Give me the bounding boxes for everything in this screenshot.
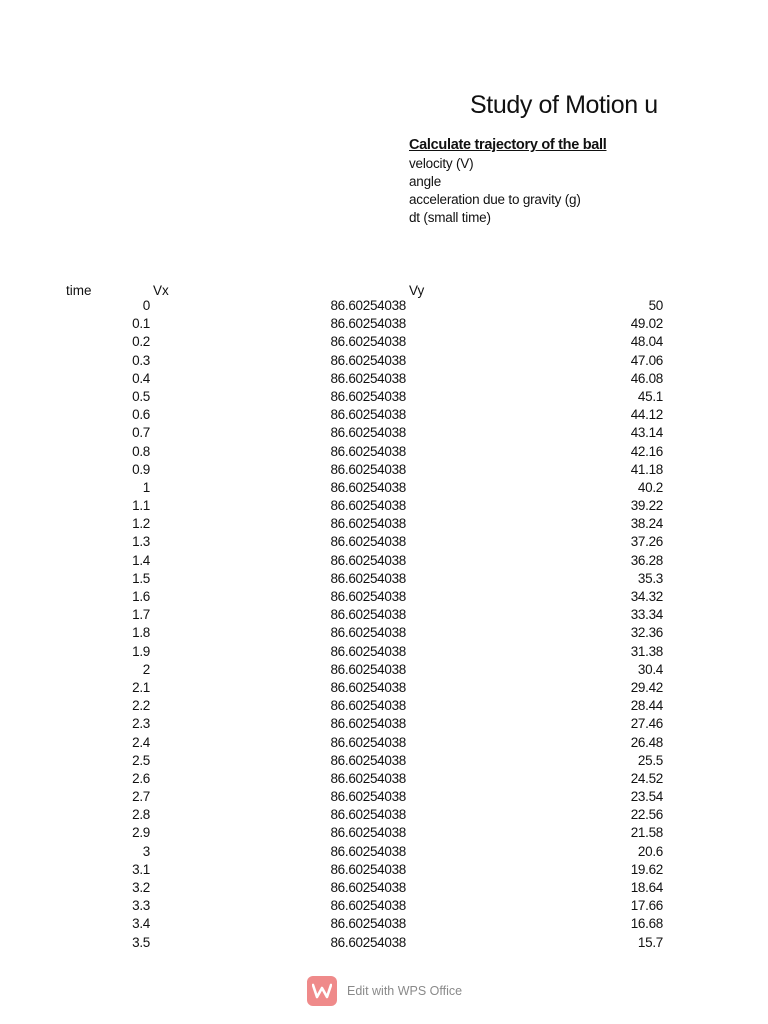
- cell-time: 2.4: [132, 734, 150, 750]
- cell-vy: 50: [648, 298, 663, 313]
- table-row: [0, 479, 768, 497]
- cell-vx: 86.60254038: [330, 298, 406, 313]
- table-row: [0, 552, 768, 570]
- cell-vy: 19.62: [630, 861, 663, 877]
- cell-time: 1.7: [132, 607, 150, 623]
- cell-vy: 23.54: [630, 789, 663, 805]
- info-line-gravity: acceleration due to gravity (g): [409, 191, 581, 207]
- cell-vy: 27.46: [630, 716, 663, 732]
- table-row: [0, 424, 768, 442]
- cell-vx: 86.60254038: [330, 898, 406, 914]
- cell-time: 0.8: [132, 443, 150, 459]
- edit-with-wps-button[interactable]: [307, 976, 462, 1006]
- cell-vx: 86.60254038: [330, 316, 406, 332]
- cell-vx: 86.60254038: [330, 370, 406, 386]
- table-row: [0, 570, 768, 588]
- cell-time: 0.1: [132, 316, 150, 332]
- cell-time: 0: [142, 298, 150, 313]
- cell-vx: 86.60254038: [330, 552, 406, 568]
- cell-vy: 16.68: [630, 916, 663, 932]
- cell-time: 0.4: [132, 370, 150, 386]
- table-row: [0, 515, 768, 533]
- cell-vx: 86.60254038: [330, 388, 406, 404]
- cell-vy: 39.22: [630, 498, 663, 514]
- cell-vx: 86.60254038: [330, 770, 406, 786]
- cell-vx: 86.60254038: [330, 425, 406, 441]
- cell-vy: 44.12: [630, 407, 663, 423]
- cell-vy: 20.6: [637, 843, 663, 859]
- info-line-angle: angle: [409, 173, 442, 189]
- cell-time: 2.3: [132, 716, 150, 732]
- cell-vx: 86.60254038: [330, 407, 406, 423]
- cell-vy: 34.32: [630, 589, 663, 604]
- wps-logo-icon: [307, 976, 337, 1006]
- cell-vy: 37.26: [630, 534, 663, 550]
- cell-vx: 86.60254038: [330, 880, 406, 895]
- cell-vy: 29.42: [630, 679, 663, 695]
- cell-time: 3.5: [132, 934, 150, 950]
- cell-time: 1.9: [132, 643, 150, 659]
- cell-vx: 86.60254038: [330, 607, 406, 623]
- cell-vy: 31.38: [630, 643, 663, 659]
- cell-vx: 86.60254038: [330, 843, 406, 859]
- table-row: [0, 806, 768, 824]
- cell-vy: 45.1: [637, 388, 663, 404]
- table-row: [0, 588, 768, 606]
- edit-with-wps-label: Edit with WPS Office: [347, 984, 463, 998]
- table-row: [0, 388, 768, 406]
- cell-vx: 86.60254038: [330, 461, 406, 477]
- cell-time: 0.6: [132, 407, 150, 423]
- cell-vy: 36.28: [630, 552, 663, 568]
- cell-time: 3: [142, 843, 150, 859]
- cell-vx: 86.60254038: [330, 934, 406, 950]
- cell-time: 2: [142, 661, 150, 677]
- table-row: [0, 643, 768, 661]
- cell-vx: 86.60254038: [330, 589, 406, 604]
- cell-vx: 86.60254038: [330, 570, 406, 586]
- cell-vy: 15.7: [637, 934, 663, 950]
- cell-vx: 86.60254038: [330, 807, 406, 823]
- table-row: [0, 315, 768, 333]
- table-row: [0, 861, 768, 879]
- cell-time: 1.5: [132, 570, 150, 586]
- table-row: [0, 770, 768, 788]
- page-title: Study of Motion u: [470, 91, 658, 119]
- cell-time: 2.2: [132, 698, 150, 714]
- table-row: [0, 333, 768, 351]
- cell-time: 1.1: [132, 498, 150, 514]
- cell-vy: 17.66: [630, 898, 663, 914]
- cell-vy: 24.52: [630, 770, 663, 786]
- cell-time: 3.2: [132, 880, 150, 895]
- cell-vy: 42.16: [630, 443, 663, 459]
- table-row: [0, 370, 768, 388]
- column-header-time: time: [66, 283, 92, 298]
- table-row: [0, 697, 768, 715]
- table-row: [0, 297, 768, 315]
- cell-vx: 86.60254038: [330, 698, 406, 714]
- table-row: [0, 934, 768, 952]
- cell-vy: 21.58: [630, 825, 663, 841]
- table-row: [0, 497, 768, 515]
- cell-vx: 86.60254038: [330, 443, 406, 459]
- cell-time: 1.4: [132, 552, 150, 568]
- cell-vx: 86.60254038: [330, 625, 406, 641]
- table-row: [0, 624, 768, 642]
- cell-time: 2.5: [132, 752, 150, 768]
- cell-vx: 86.60254038: [330, 679, 406, 695]
- cell-time: 2.8: [132, 807, 150, 823]
- cell-time: 0.2: [132, 334, 150, 350]
- cell-time: 3.4: [132, 916, 150, 932]
- info-block: [409, 136, 607, 227]
- cell-vy: 28.44: [630, 698, 663, 714]
- table-row: [0, 461, 768, 479]
- table-row: [0, 406, 768, 424]
- cell-vx: 86.60254038: [330, 716, 406, 732]
- cell-vy: 32.36: [630, 625, 663, 641]
- cell-vx: 86.60254038: [330, 789, 406, 805]
- table-row: [0, 533, 768, 551]
- cell-vx: 86.60254038: [330, 661, 406, 677]
- table-row: [0, 897, 768, 915]
- cell-time: 3.3: [132, 898, 150, 914]
- cell-vx: 86.60254038: [330, 734, 406, 750]
- cell-time: 0.9: [132, 461, 150, 477]
- info-line-velocity: velocity (V): [409, 155, 474, 171]
- cell-vx: 86.60254038: [330, 516, 406, 532]
- column-header-vx: Vx: [153, 283, 169, 298]
- cell-time: 1.6: [132, 589, 150, 604]
- cell-vx: 86.60254038: [330, 352, 406, 368]
- cell-vx: 86.60254038: [330, 334, 406, 350]
- cell-time: 1: [142, 479, 150, 495]
- table-row: [0, 734, 768, 752]
- table-row: [0, 715, 768, 733]
- table-row: [0, 843, 768, 861]
- cell-time: 1.8: [132, 625, 150, 641]
- cell-vy: 35.3: [637, 570, 663, 586]
- info-line-dt: dt (small time): [409, 210, 491, 226]
- cell-vx: 86.60254038: [330, 752, 406, 768]
- cell-vy: 22.56: [630, 807, 663, 823]
- cell-vy: 33.34: [630, 607, 663, 623]
- cell-time: 0.7: [132, 425, 150, 441]
- table-row: [0, 824, 768, 842]
- cell-vx: 86.60254038: [330, 498, 406, 514]
- column-header-vy: Vy: [409, 283, 425, 298]
- cell-vy: 47.06: [630, 352, 663, 368]
- table-row: [0, 788, 768, 806]
- table-row: [0, 679, 768, 697]
- info-heading: Calculate trajectory of the ball: [409, 137, 607, 153]
- cell-time: 0.5: [132, 388, 150, 404]
- cell-time: 2.9: [132, 825, 150, 841]
- table-row: [0, 352, 768, 370]
- cell-vy: 49.02: [630, 316, 663, 332]
- table-row: [0, 443, 768, 461]
- cell-vx: 86.60254038: [330, 861, 406, 877]
- cell-time: 0.3: [132, 352, 150, 368]
- cell-vx: 86.60254038: [330, 825, 406, 841]
- cell-time: 2.7: [132, 789, 150, 805]
- cell-vy: 18.64: [630, 880, 663, 895]
- cell-time: 1.3: [132, 534, 150, 550]
- cell-vx: 86.60254038: [330, 916, 406, 932]
- cell-vy: 48.04: [630, 334, 663, 350]
- cell-vx: 86.60254038: [330, 479, 406, 495]
- cell-vy: 41.18: [630, 461, 663, 477]
- cell-vy: 38.24: [630, 516, 663, 532]
- table-row: [0, 879, 768, 897]
- cell-vx: 86.60254038: [330, 534, 406, 550]
- cell-vx: 86.60254038: [330, 643, 406, 659]
- cell-time: 1.2: [132, 516, 150, 532]
- table-row: [0, 752, 768, 770]
- cell-vy: 40.2: [637, 479, 663, 495]
- table-row: [0, 915, 768, 933]
- cell-vy: 30.4: [637, 661, 663, 677]
- table-row: [0, 606, 768, 624]
- cell-vy: 43.14: [630, 425, 663, 441]
- cell-vy: 25.5: [637, 752, 663, 768]
- table-row: [0, 661, 768, 679]
- data-table: [0, 297, 768, 952]
- cell-time: 3.1: [132, 861, 150, 877]
- cell-time: 2.6: [132, 770, 150, 786]
- cell-time: 2.1: [132, 679, 150, 695]
- cell-vy: 46.08: [630, 370, 663, 386]
- cell-vy: 26.48: [630, 734, 663, 750]
